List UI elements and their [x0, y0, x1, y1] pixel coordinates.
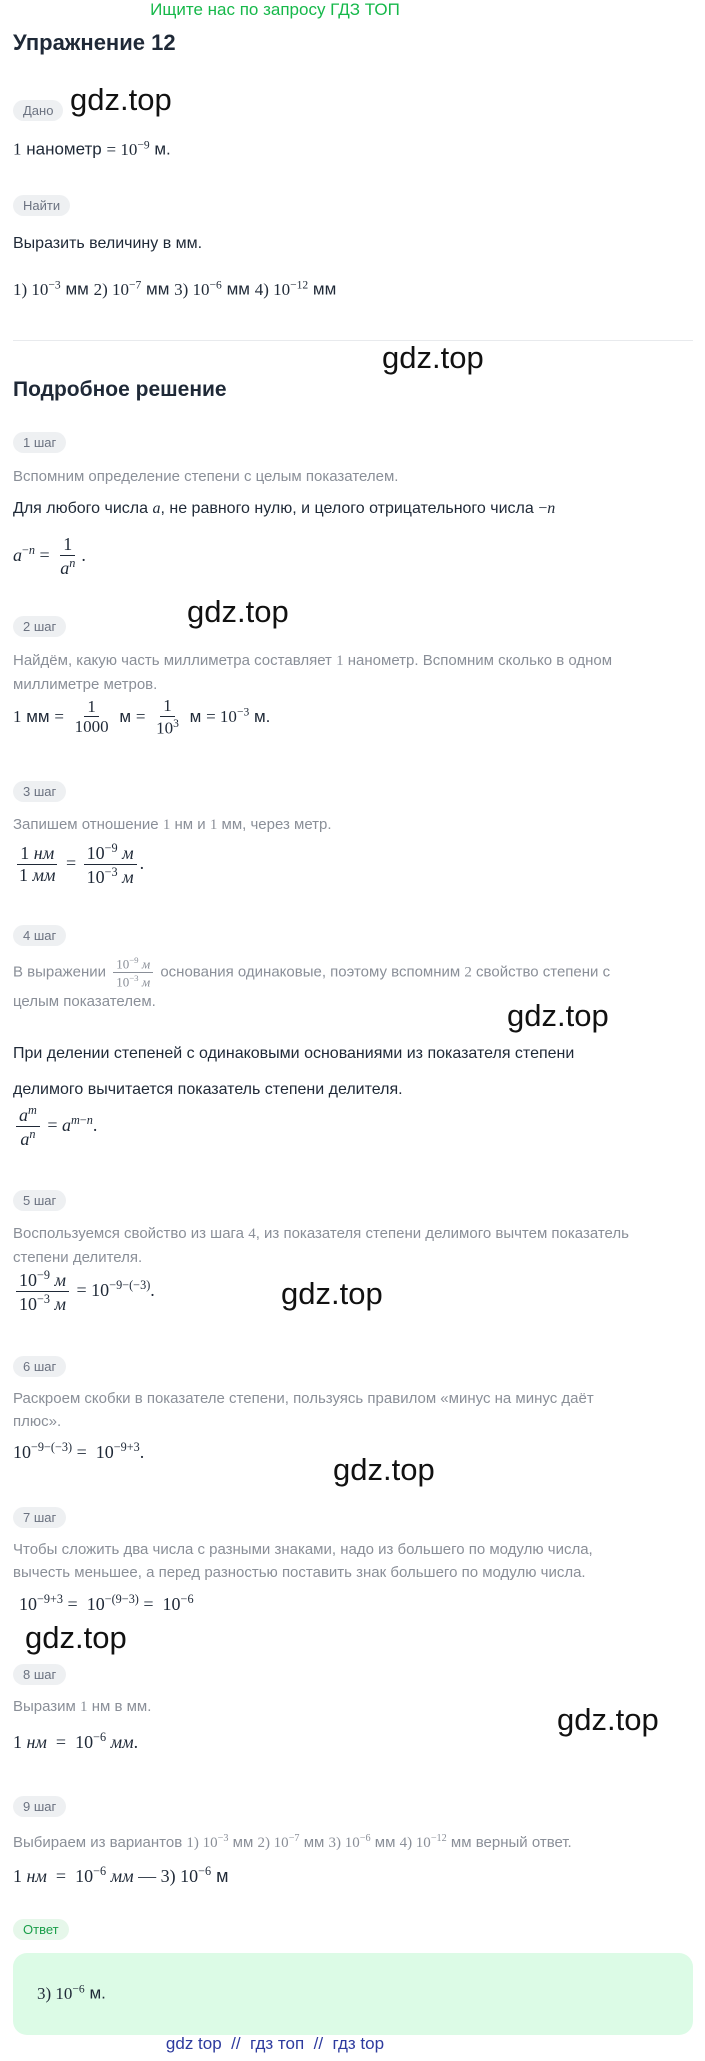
find-options: 1) $10^{-3}$ мм 2) $10^{-7}$ мм 3) $10^{-6}$ мм 4) $10^{-12}$ мм: [13, 278, 337, 299]
watermark: gdz.top: [25, 1620, 127, 1655]
step-label: 3 шаг: [13, 781, 66, 802]
footer-separator: //: [313, 2034, 324, 2053]
step-label: 8 шаг: [13, 1664, 66, 1685]
top-search-link[interactable]: Ищите нас по запросу ГДЗ ТОП: [150, 0, 400, 19]
step-label: 7 шаг: [13, 1507, 66, 1528]
answer-text: 3) $10^{-6}$ м.: [37, 1982, 106, 2003]
watermark: gdz.top: [382, 340, 484, 375]
find-statement: Выразить величину в мм.: [13, 235, 203, 252]
solution-title: Подробное решение: [13, 378, 227, 401]
footer-link[interactable]: gdz top: [165, 2034, 222, 2053]
step-label: 1 шаг: [13, 432, 66, 453]
step-formula: $10^{-9+3} = 10^{-(9-3)} = 10^{-6}$: [19, 1592, 194, 1614]
answer-box: [13, 1953, 693, 2035]
step-formula: 1 нм = $10^{-6}$ мм.: [13, 1730, 139, 1752]
step-label: 2 шаг: [13, 616, 66, 637]
watermark: gdz.top: [281, 1276, 383, 1311]
footer-link[interactable]: гдз top: [332, 2034, 385, 2053]
step-text: Запишем отношение 1 нм и 1 мм, через метр.: [13, 816, 332, 833]
step-label: 5 шаг: [13, 1190, 66, 1211]
step-formula: $\frac{10^{-9} м}{10^{-3} м}$ = $10^{-9-(-3)}$.: [13, 1268, 155, 1315]
divider: [13, 340, 693, 341]
step-rule: При делении степеней с одинаковыми основаниями из показателя степени делимого вычитается показатель степени делителя.: [13, 1045, 575, 1098]
step-formula: 1 мм = $\frac{1}{1000}$ м = $\frac{1}{10^3}$ $м = 10^{-3}$ м.: [13, 696, 271, 738]
step-text: В выражении $\frac{10^{-9} м}{10^{-3} м}$ основания одинаковые, поэтому вспомним 2 свойство степени с целым показателем.: [13, 955, 611, 1011]
watermark: gdz.top: [557, 1702, 659, 1737]
step-label: 4 шаг: [13, 925, 66, 946]
step-text: Вспомним определение степени с целым показателем.: [13, 468, 399, 485]
step-text: Найдём, какую часть миллиметра составляет 1 нанометр. Вспомним сколько в одном миллиметре метров.: [13, 652, 613, 693]
step-text: Воспользуемся свойство из шага 4, из показателя степени делимого вычтем показатель степени делителя.: [13, 1225, 629, 1266]
step-text: Выбираем из вариантов 1) $10^{-3}$ мм 2) $10^{-7}$ мм 3) $10^{-6}$ мм 4) $10^{-12}$ мм верный ответ.: [13, 1833, 572, 1851]
watermark: gdz.top: [333, 1452, 435, 1487]
step-text: Раскроем скобки в показателе степени, пользуясь правилом «минус на минус даёт плюс».: [13, 1390, 594, 1430]
watermark: gdz.top: [187, 594, 289, 629]
step-formula: $10^{-9-(-3)} = 10^{-9+3}$.: [13, 1440, 145, 1462]
step-label: 6 шаг: [13, 1356, 66, 1377]
answer-label: Ответ: [13, 1919, 69, 1940]
watermark: gdz.top: [507, 998, 609, 1033]
footer-links: [0, 2034, 550, 2054]
watermark: gdz.top: [70, 82, 172, 117]
find-label: Найти: [13, 195, 70, 216]
step-text: Чтобы сложить два числа с разными знаками, надо из большего по модулю числа, вычесть меньшее, а перед разностью поставить знак большего по модулю числа.: [13, 1541, 593, 1581]
step-formula: $a^{-n}$ = $\frac{1}{a^n}$ .: [13, 534, 86, 578]
step-label: 9 шаг: [13, 1796, 66, 1817]
page-title: Упражнение 12: [13, 30, 176, 55]
given-statement: 1 нанометр = $10^{-9}$ м.: [13, 138, 171, 159]
footer-link[interactable]: гдз топ: [250, 2034, 305, 2053]
step-formula: 1 нм = $10^{-6}$ мм — 3) $10^{-6}$ м: [13, 1864, 229, 1886]
step-statement: Для любого числа a, не равного нулю, и целого отрицательного числа −n: [13, 500, 556, 517]
footer-separator: //: [231, 2034, 241, 2053]
step-text: Выразим 1 нм в мм.: [13, 1698, 152, 1715]
step-formula: $\frac{a^m}{a^n}$ = $a^{m-n}$.: [13, 1103, 97, 1150]
step-formula: $\frac{1 нм}{1 мм}$ = $\frac{10^{-9} м}{10^{-3} м}$ .: [19, 841, 145, 887]
given-label: Дано: [13, 100, 63, 121]
